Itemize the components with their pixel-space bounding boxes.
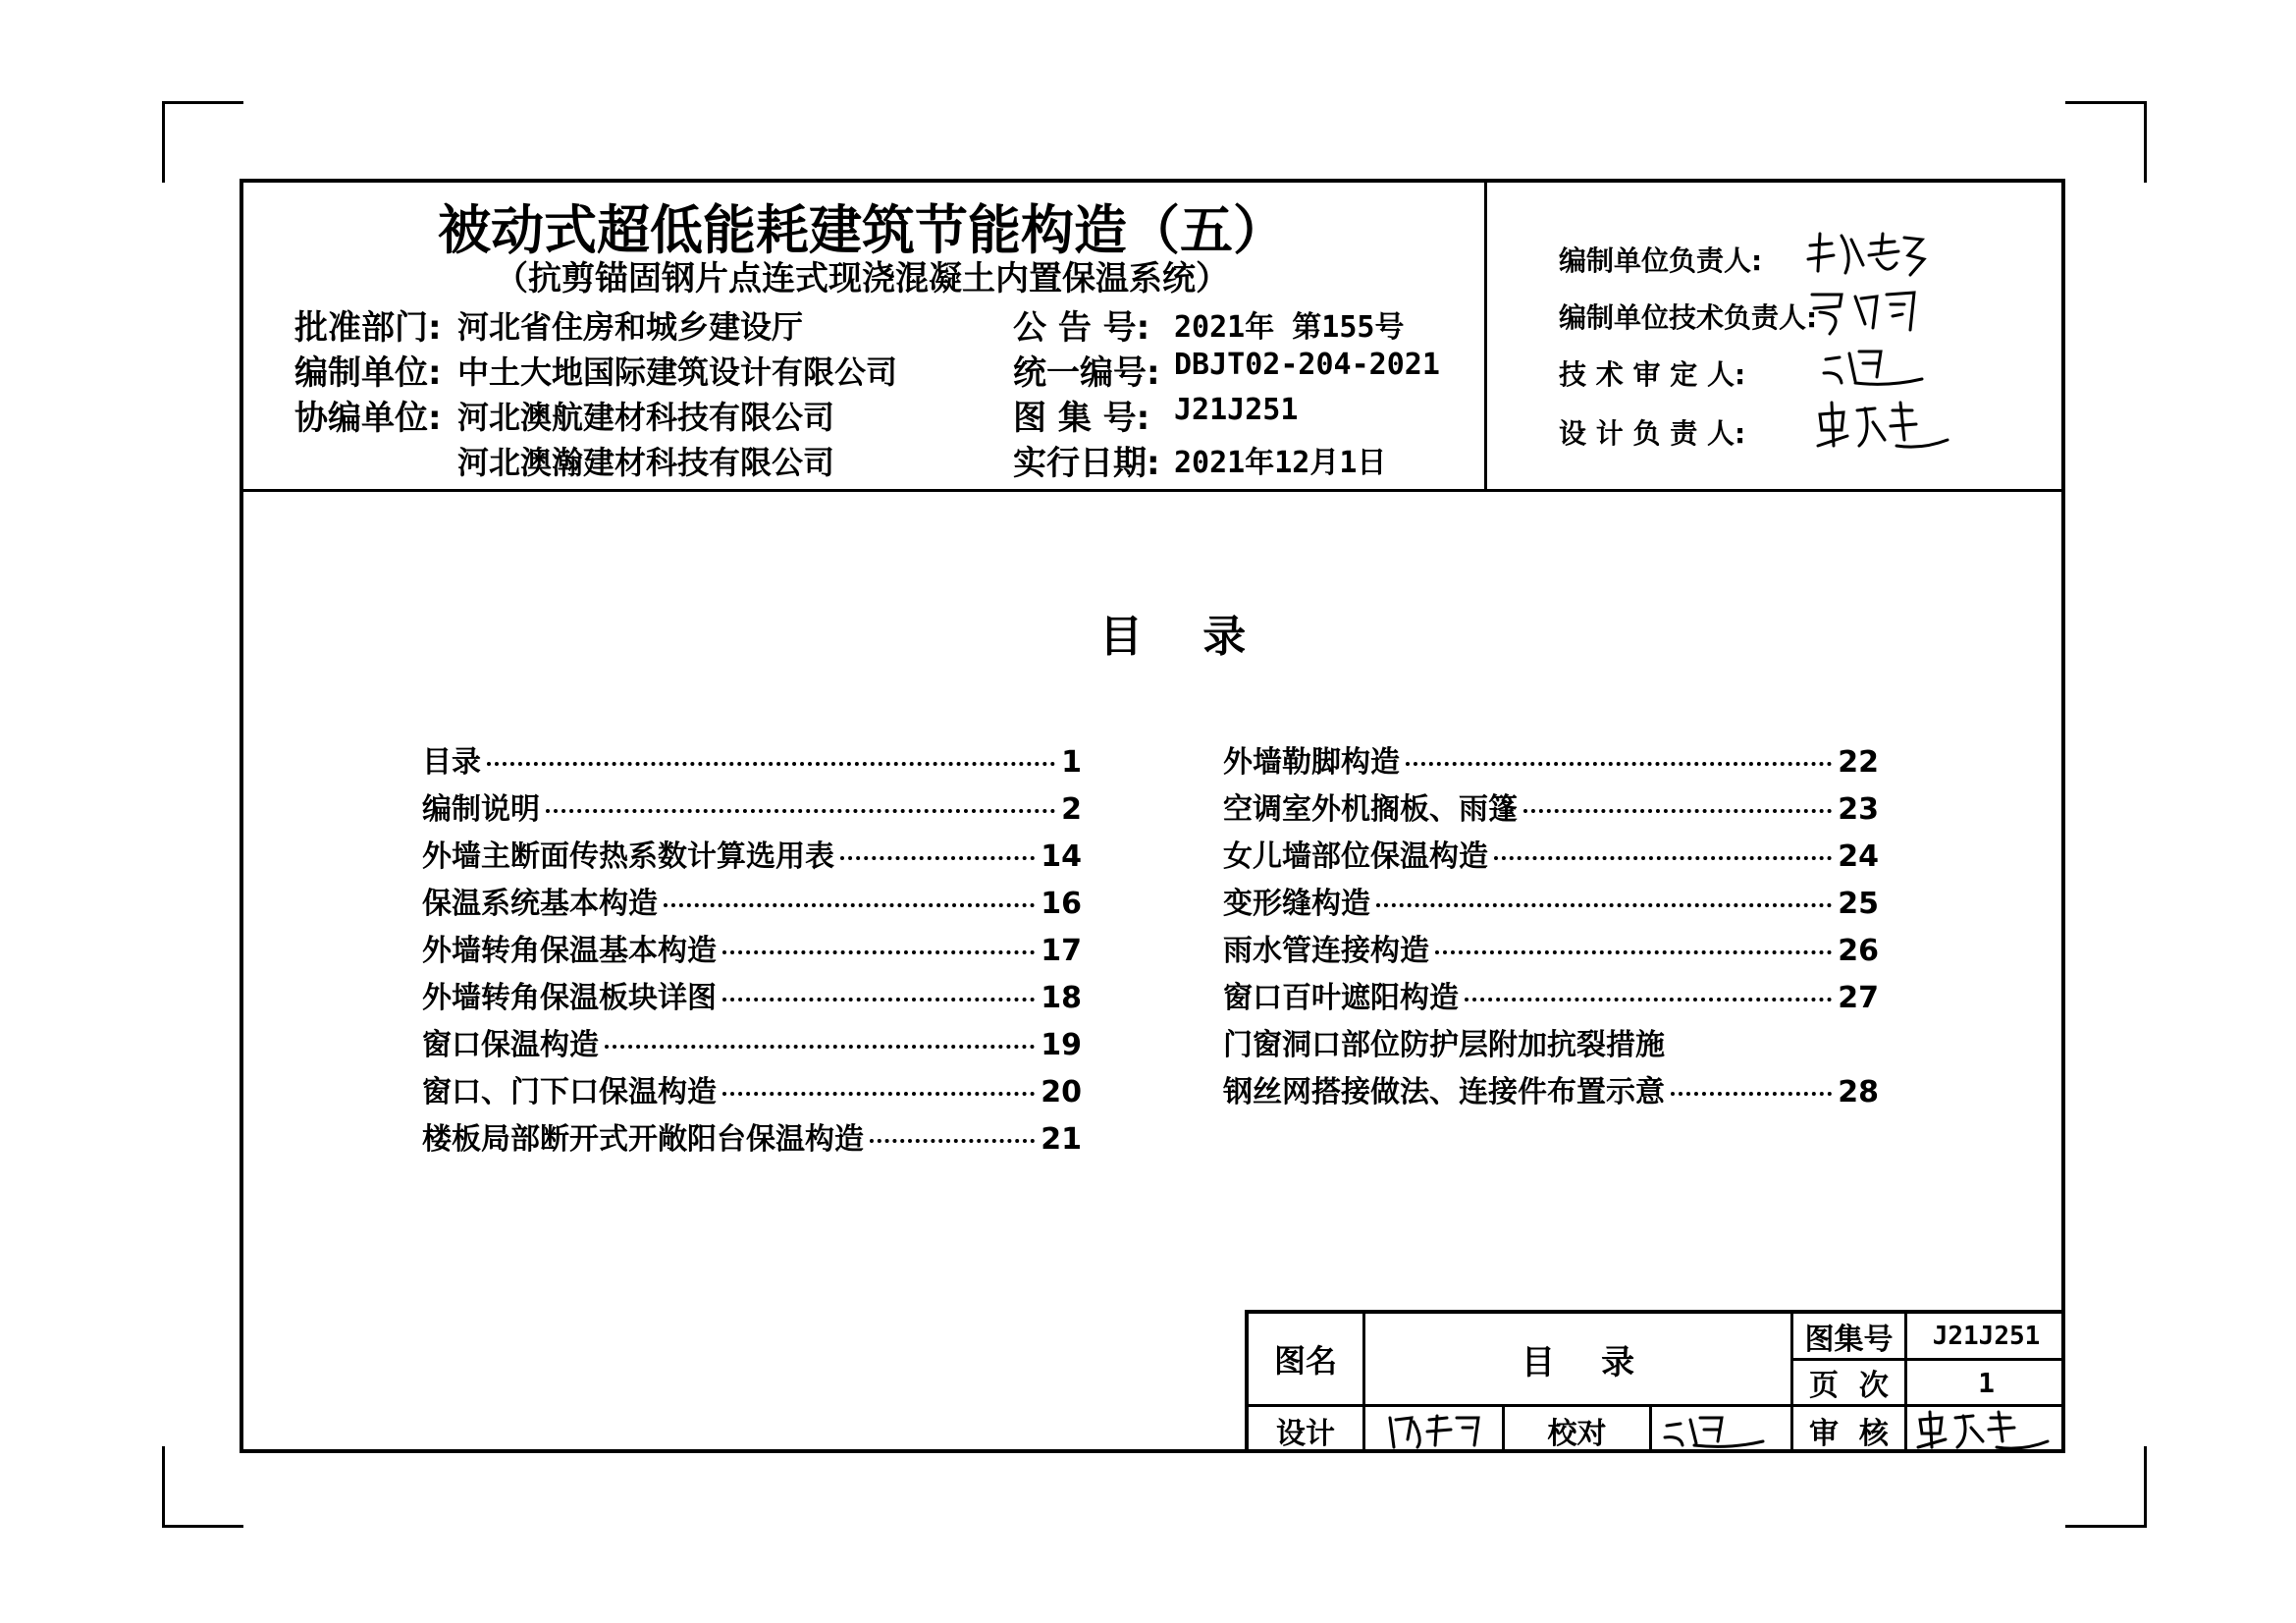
drawing-name-label: 图名 xyxy=(1273,1342,1337,1380)
toc-item[interactable]: 门窗洞口部位防护层附加抗裂措施 xyxy=(1223,1028,1665,1062)
approver-value: 河北省住房和城乡建设厅 xyxy=(457,308,804,346)
signature-checker xyxy=(1661,1412,1769,1451)
unit-head-label: 编制单位负责人: xyxy=(1559,244,1763,277)
page-value-cell: 1 xyxy=(1978,1366,1995,1399)
signature-tech-reviewer xyxy=(1820,344,1928,393)
toc-item[interactable]: 目录 1 xyxy=(422,745,1082,780)
toc-item[interactable]: 变形缝构造 25 xyxy=(1223,887,1879,921)
tech-head-label: 编制单位技术负责人: xyxy=(1559,301,1818,334)
toc-item[interactable]: 窗口、门下口保温构造 20 xyxy=(422,1075,1082,1109)
toc-item[interactable]: 外墙勒脚构造 22 xyxy=(1223,745,1879,780)
signature-reviewer xyxy=(1914,1408,2052,1451)
sub-title: （抗剪锚固钢片点连式现浇混凝土内置保温系统） xyxy=(495,259,1229,298)
design-label-cell: 设计 xyxy=(1276,1416,1335,1451)
unified-no-label: 统一编号: xyxy=(1013,353,1160,393)
effective-date-label: 实行日期: xyxy=(1013,444,1160,483)
compiler-value: 中土大地国际建筑设计有限公司 xyxy=(457,353,898,391)
co-compiler-label: 协编单位: xyxy=(294,399,442,438)
toc-item[interactable]: 保温系统基本构造 16 xyxy=(422,887,1082,921)
co-compiler-value-1: 河北澳航建材科技有限公司 xyxy=(457,399,835,436)
notice-value: 2021年 第155号 xyxy=(1174,310,1405,345)
atlas-no-label: 图 集 号: xyxy=(1013,399,1150,438)
approver-label: 批准部门: xyxy=(294,308,442,348)
unified-no-value: DBJT02-204-2021 xyxy=(1174,348,1440,382)
drawing-name-value: 目 录 xyxy=(1521,1342,1635,1382)
atlas-no-value: J21J251 xyxy=(1174,393,1299,427)
signature-design-head xyxy=(1814,397,1951,456)
signature-designer xyxy=(1384,1410,1492,1451)
toc-item[interactable]: 楼板局部断开式开敞阳台保温构造 21 xyxy=(422,1122,1082,1157)
toc-item[interactable]: 空调室外机搁板、雨篷 23 xyxy=(1223,792,1879,827)
effective-date-value: 2021年12月1日 xyxy=(1174,446,1387,480)
toc-item[interactable]: 雨水管连接构造 26 xyxy=(1223,934,1879,968)
toc-item[interactable]: 外墙主断面传热系数计算选用表 14 xyxy=(422,839,1082,874)
compiler-label: 编制单位: xyxy=(294,353,442,393)
co-compiler-value-2: 河北澳瀚建材科技有限公司 xyxy=(457,444,835,481)
page-label-cell: 页 次 xyxy=(1809,1369,1889,1403)
signature-unit-head xyxy=(1802,226,1930,281)
toc-item[interactable]: 编制说明 2 xyxy=(422,792,1082,827)
header-divider xyxy=(240,489,2065,492)
crop-mark-bottom-right xyxy=(2065,1446,2147,1528)
toc-item[interactable]: 窗口保温构造 19 xyxy=(422,1028,1082,1062)
review-label-cell: 审 核 xyxy=(1809,1416,1889,1451)
crop-mark-bottom-left xyxy=(162,1446,243,1528)
atlas-no-value-cell: J21J251 xyxy=(1932,1321,2041,1351)
header-vertical-divider xyxy=(1484,179,1487,491)
toc-item[interactable]: 女儿墙部位保温构造 24 xyxy=(1223,839,1879,874)
toc-item[interactable]: 钢丝网搭接做法、连接件布置示意 28 xyxy=(1223,1075,1879,1109)
design-head-label: 设 计 负 责 人: xyxy=(1559,417,1746,450)
toc-heading: 目 录 xyxy=(1099,612,1247,662)
crop-mark-top-right xyxy=(2065,101,2147,183)
toc-item[interactable]: 窗口百叶遮阳构造 27 xyxy=(1223,981,1879,1015)
main-title: 被动式超低能耗建筑节能构造（五） xyxy=(438,199,1286,261)
tech-reviewer-label: 技 术 审 定 人: xyxy=(1559,358,1746,391)
atlas-no-label-cell: 图集号 xyxy=(1804,1322,1894,1357)
toc-item[interactable]: 外墙转角保温基本构造 17 xyxy=(422,934,1082,968)
notice-label: 公 告 号: xyxy=(1013,308,1150,348)
toc-item[interactable]: 外墙转角保温板块详图 18 xyxy=(422,981,1082,1015)
crop-mark-top-left xyxy=(162,101,243,183)
check-label-cell: 校对 xyxy=(1547,1416,1607,1451)
signature-tech-head xyxy=(1806,285,1924,340)
